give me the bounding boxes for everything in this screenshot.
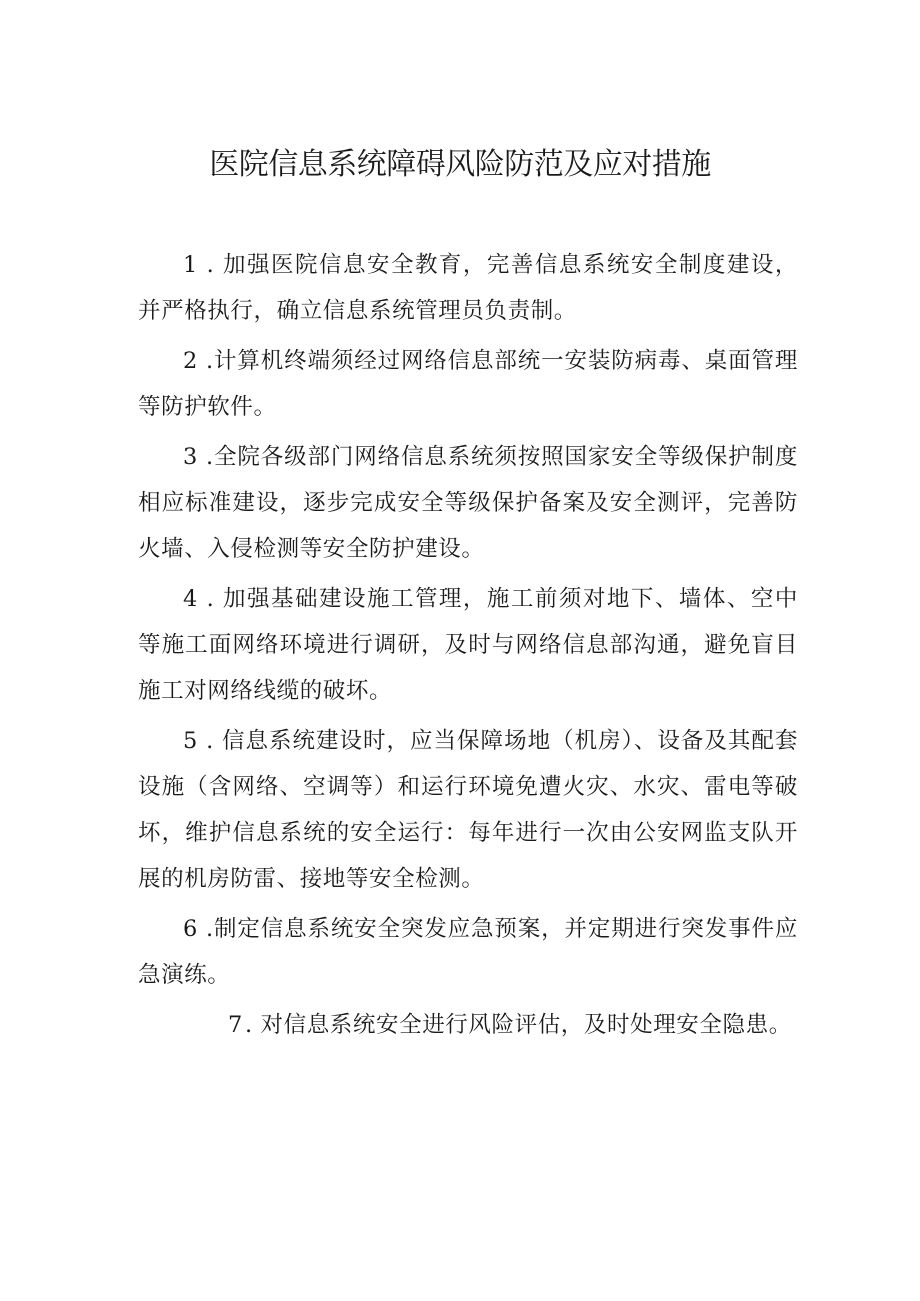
item-number: 3 <box>183 444 198 470</box>
item-text: .计算机终端须经过网络信息部统一安装防病毒、桌面管理等防护软件。 <box>138 348 798 420</box>
list-item <box>138 242 798 334</box>
list-item <box>138 434 798 572</box>
item-number: 7 <box>228 1012 243 1038</box>
list-item <box>138 338 798 430</box>
document-body <box>138 242 798 1048</box>
list-item <box>138 718 798 902</box>
item-number: 2 <box>183 348 198 374</box>
list-item <box>138 906 798 998</box>
list-item <box>138 1002 798 1048</box>
item-text: . 信息系统建设时，应当保障场地（机房）、设备及其配套设施（含网络、空调等）和运行环境免遭火灾、水灾、雷电等破坏，维护信息系统的安全运行：每年进行一次由公安网监支队开展的机房防雷、接地等安全检测。 <box>138 728 798 892</box>
document-title: 医院信息系统障碍风险防范及应对措施 <box>209 147 711 182</box>
item-text: . 加强医院信息安全教育，完善信息系统安全制度建设，并严格执行，确立信息系统管理员负责制。 <box>138 252 798 324</box>
item-number: 4 <box>183 586 198 612</box>
item-number: 1 <box>183 252 198 278</box>
list-item <box>138 576 798 714</box>
item-number: 5 <box>183 728 198 754</box>
item-text: . 加强基础建设施工管理，施工前须对地下、墙体、空中等施工面网络环境进行调研，及时与网络信息部沟通，避免盲目施工对网络线缆的破坏。 <box>138 586 798 704</box>
item-text: .制定信息系统安全突发应急预案，并定期进行突发事件应急演练。 <box>138 916 798 988</box>
item-text: .全院各级部门网络信息系统须按照国家安全等级保护制度相应标准建设，逐步完成安全等级保护备案及安全测评，完善防火墙、入侵检测等安全防护建设。 <box>138 444 798 562</box>
item-number: 6 <box>183 916 198 942</box>
item-text: . 对信息系统安全进行风险评估，及时处理安全隐患。 <box>245 1012 792 1038</box>
